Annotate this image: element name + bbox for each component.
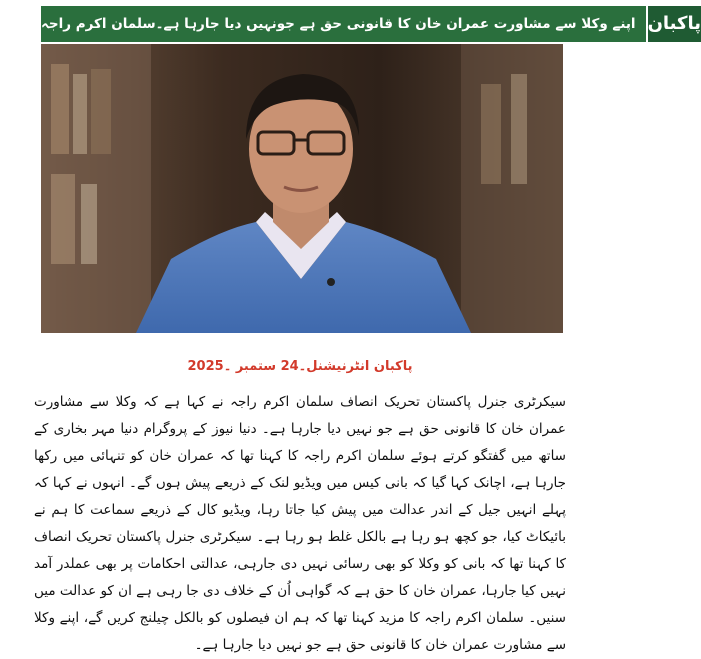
brand-logo: پاکبان xyxy=(646,6,701,42)
news-header xyxy=(41,6,701,42)
dateline: پاکبان انٹرنیشنل۔24 ستمبر ۔2025 xyxy=(187,359,413,374)
portrait-illustration xyxy=(41,44,563,333)
article-photo xyxy=(41,44,563,333)
headline: اپنے وکلا سے مشاورت عمران خان کا قانونی حق ہے جونہیں دیا جارہا ہے۔سلمان اکرم راجہ xyxy=(41,6,646,42)
article-body: سیکرٹری جنرل پاکستان تحریک انصاف سلمان اکرم راجہ نے کہا ہے کہ وکلا سے مشاورت عمران خان کا قانونی حق ہے جو نہیں دیا جارہا ہے۔ دنیا نیوز کے پروگرام دنیا مہر بخاری کے ساتھ میں گفتگو کرتے ہوئے سلمان اکرم راجہ کا کہنا تھا کہ عمران خان کو تنہائی میں رکھا جارہا ہے، اچانک کہا گیا کہ بانی کیس میں ویڈیو لنک کے ذریعے پیش ہوں گے۔ انہوں نے کہا کہ پہلے انہیں جیل کے اندر عدالت میں پیش کیا جاتا رہا، ویڈیو کال کے ذریعے سماعت کا ہم نے بائیکاٹ کیا، جو کچھ ہو رہا ہے بالکل غلط ہو رہا ہے۔ سیکرٹری جنرل پاکستان تحریک انصاف کا کہنا تھا کہ بانی کو وکلا کو بھی رسائی نہیں دی جارہی، عدالتی احکامات پر بھی عملدر آمد نہیں کیا جارہا، عمران خان کا حق ہے کہ گواہی اُن کے خلاف دی جا رہی ہے ان کو عدالت میں سنیں۔ سلمان اکرم راجہ کا مزید کہنا تھا کہ ہم ان فیصلوں کو بالکل چیلنج کریں گے، اپنے وکلا سے مشاورت عمران خان کا قانونی حق ہے جو نہیں دیا جارہا ہے۔ xyxy=(34,394,566,653)
